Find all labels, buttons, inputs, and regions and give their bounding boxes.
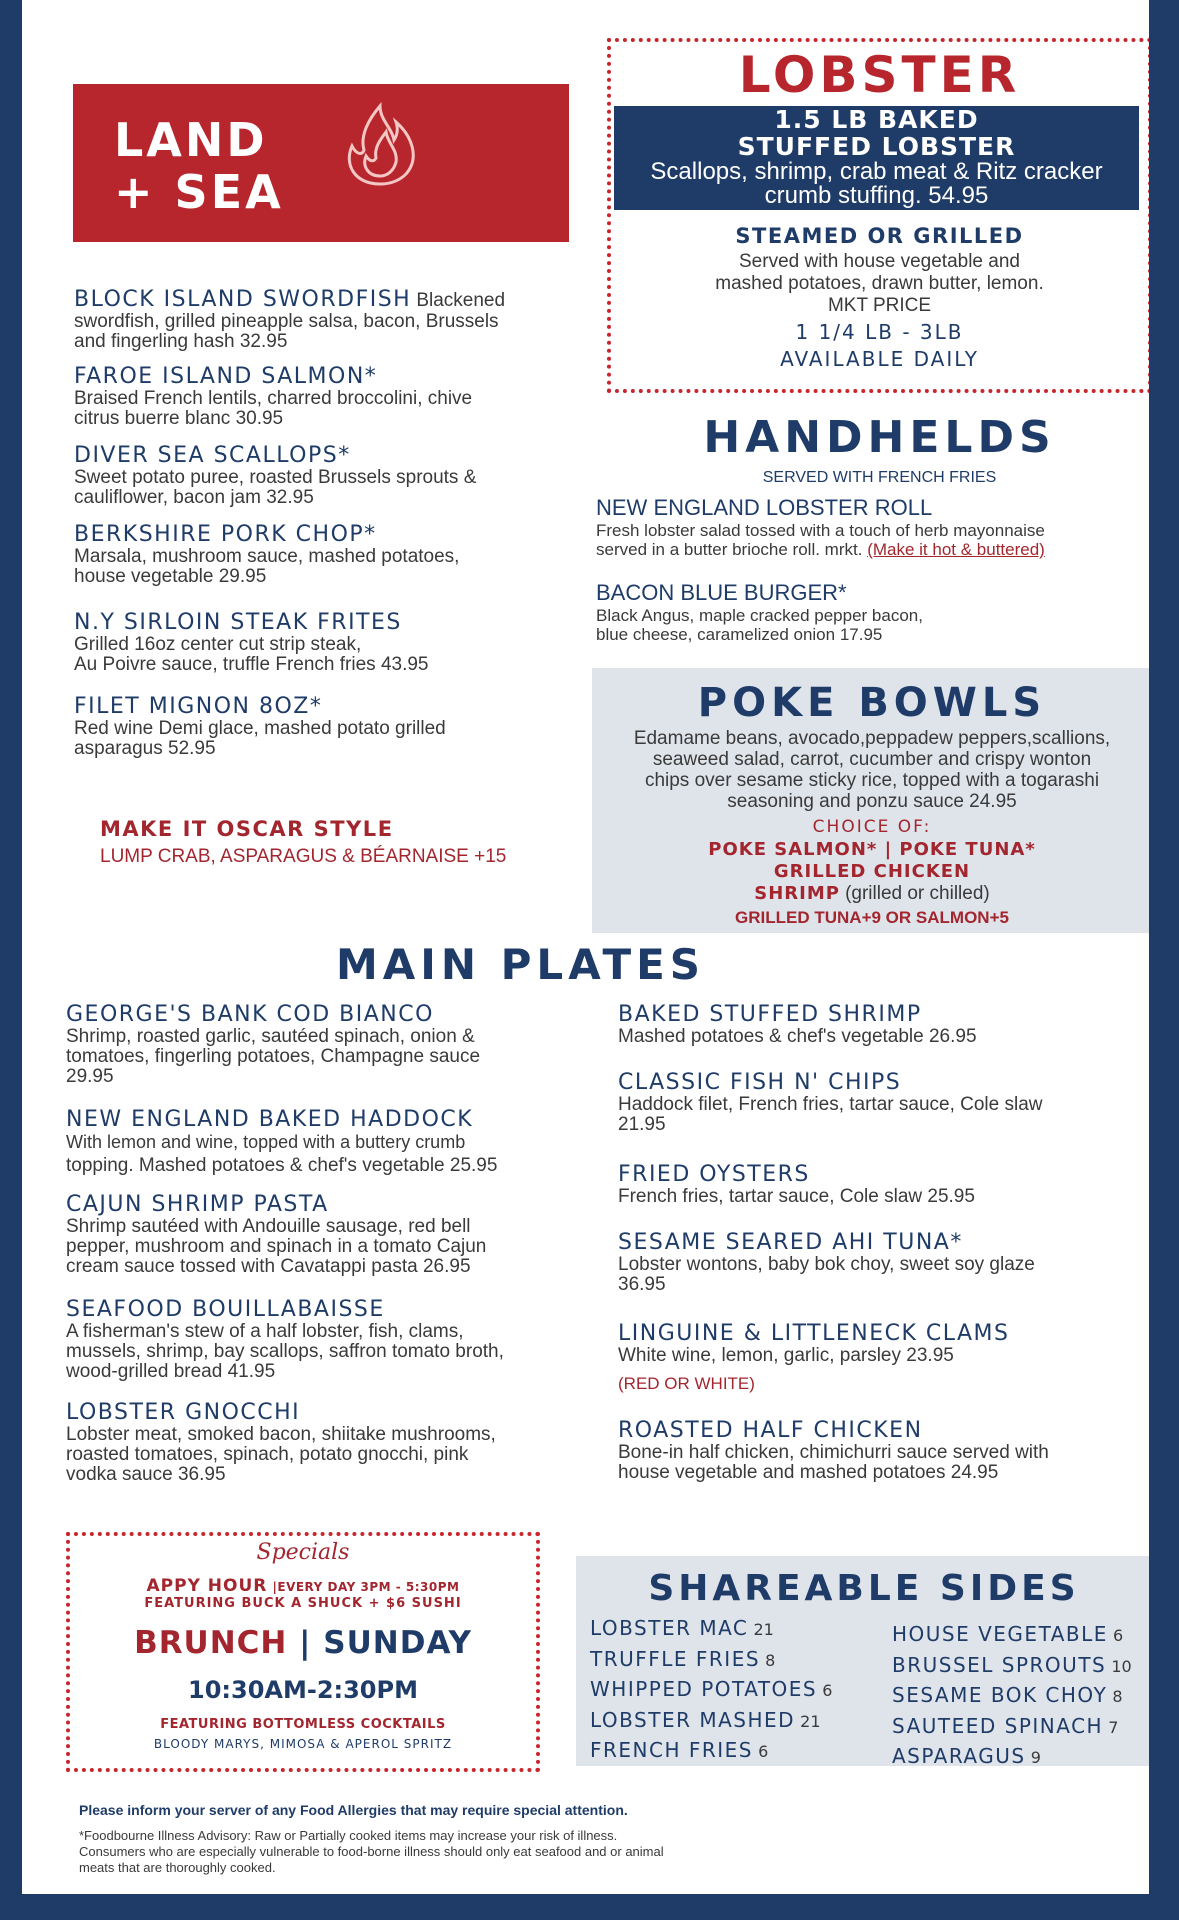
side-item <box>892 1651 1149 1682</box>
main-plate-item <box>618 1162 1148 1207</box>
main-plate-item <box>618 1002 1148 1047</box>
steamed-desc-line1: Served with house vegetable and <box>739 251 1020 272</box>
item-desc: citrus buerre blanc 30.95 <box>74 408 284 429</box>
item-title: LINGUINE & LITTLENECK CLAMS <box>618 1321 1010 1346</box>
item-note: (RED OR WHITE) <box>618 1374 755 1393</box>
item-desc: cream sauce tossed with Cavatappi pasta 26.95 <box>66 1256 471 1277</box>
main-plate-item <box>66 1107 596 1176</box>
poke-choice-4: GRILLED TUNA+9 OR SALMON+5 <box>735 908 1009 927</box>
side-price: 7 <box>1108 1717 1119 1737</box>
side-price: 21 <box>753 1620 774 1639</box>
poke-choice-3-note: (grilled or chilled) <box>845 883 990 904</box>
make-it-hot-link: (Make it hot & buttered) <box>867 540 1045 559</box>
land-sea-title-line2: + SEA <box>114 165 284 219</box>
specials-title: Specials <box>256 1540 350 1565</box>
item-desc: pepper, mushroom and spinach in a tomato Cajun <box>66 1236 487 1257</box>
land-sea-item <box>74 287 594 352</box>
item-desc: Haddock filet, French fries, tartar sauce, Cole slaw <box>618 1094 1043 1115</box>
item-title: BACON BLUE BURGER* <box>596 580 847 605</box>
sides-title: SHAREABLE SIDES <box>648 1568 1080 1609</box>
brunch-day: | SUNDAY <box>299 1625 472 1661</box>
item-desc: 21.95 <box>618 1114 666 1135</box>
item-desc: French fries, tartar sauce, Cole slaw 25.95 <box>618 1186 975 1207</box>
item-title: NEW ENGLAND BAKED HADDOCK <box>66 1107 474 1132</box>
handheld-item <box>596 580 1149 644</box>
item-desc: Sweet potato puree, roasted Brussels sprouts & <box>74 467 477 488</box>
main-plate-item <box>66 1297 596 1382</box>
item-desc: Braised French lentils, charred broccolini, chive <box>74 388 473 409</box>
main-plate-item <box>618 1070 1148 1135</box>
item-desc: Shrimp sautéed with Andouille sausage, red bell <box>66 1216 471 1237</box>
poke-desc <box>592 728 1149 812</box>
baked-lobster-desc2: crumb stuffing. 54.95 <box>764 182 989 209</box>
item-desc: Fresh lobster salad tossed with a touch of herb mayonnaise <box>596 521 1045 540</box>
item-inline-desc: Blackened <box>416 290 506 311</box>
item-desc: vodka sauce 36.95 <box>66 1464 226 1485</box>
brunch-cocktails: FEATURING BOTTOMLESS COCKTAILS <box>160 1717 446 1732</box>
item-desc: Bone-in half chicken, chimichurri sauce served with <box>618 1442 1049 1463</box>
side-name: ASPARAGUS <box>892 1744 1026 1768</box>
appy-hour-line <box>66 1576 540 1596</box>
land-sea-item <box>74 364 594 429</box>
item-title: DIVER SEA SCALLOPS* <box>74 443 351 468</box>
side-name: HOUSE VEGETABLE <box>892 1622 1108 1646</box>
lobster-title: LOBSTER <box>738 46 1021 104</box>
side-name: SESAME BOK CHOY <box>892 1683 1108 1707</box>
item-title: FRIED OYSTERS <box>618 1162 810 1187</box>
item-desc: blue cheese, caramelized onion 17.95 <box>596 625 883 644</box>
item-title: ROASTED HALF CHICKEN <box>618 1418 923 1443</box>
item-title: LOBSTER GNOCCHI <box>66 1400 301 1425</box>
baked-lobster-desc1: Scallops, shrimp, crab meat & Ritz cracker <box>650 158 1103 185</box>
main-plate-item <box>618 1418 1148 1483</box>
item-desc: mussels, shrimp, bay scallops, saffron tomato broth, <box>66 1341 504 1362</box>
appy-hour-label: APPY HOUR <box>146 1576 268 1596</box>
item-title: BAKED STUFFED SHRIMP <box>618 1002 922 1027</box>
item-desc: cauliflower, bacon jam 32.95 <box>74 487 314 508</box>
main-plate-item <box>618 1230 1148 1295</box>
item-desc: Red wine Demi glace, mashed potato grilled <box>74 718 446 739</box>
poke-choice-3 <box>592 883 1149 905</box>
steamed-price: MKT PRICE <box>827 295 932 316</box>
side-price: 6 <box>1113 1626 1124 1645</box>
side-price: 8 <box>765 1650 776 1670</box>
lobster-sizes: 1 1/4 LB - 3LB <box>795 320 964 344</box>
brunch-label: BRUNCH <box>134 1625 288 1661</box>
menu-page <box>22 0 1149 1894</box>
side-name: FRENCH FRIES <box>590 1738 753 1762</box>
side-item <box>590 1645 870 1676</box>
item-title: NEW ENGLAND LOBSTER ROLL <box>596 495 933 520</box>
flame-icon <box>340 100 422 188</box>
poke-desc-line: Edamame beans, avocado,peppadew peppers,scallions, <box>633 728 1111 749</box>
item-desc: house vegetable 29.95 <box>74 566 267 587</box>
item-desc: Au Poivre sauce, truffle French fries 43.95 <box>74 654 429 675</box>
poke-desc-line: seaweed salad, carrot, cucumber and crispy wonton <box>652 749 1092 770</box>
item-desc <box>596 540 1149 559</box>
side-price: 10 <box>1111 1656 1132 1676</box>
steamed-title: STEAMED OR GRILLED <box>735 224 1024 248</box>
side-item <box>892 1681 1149 1712</box>
baked-lobster-line1: 1.5 LB BAKED <box>774 105 979 134</box>
oscar-desc: LUMP CRAB, ASPARAGUS & BÉARNAISE +15 <box>100 846 507 867</box>
item-desc: 29.95 <box>66 1066 114 1087</box>
item-title: FAROE ISLAND SALMON* <box>74 364 378 389</box>
side-name: LOBSTER MASHED <box>590 1707 796 1732</box>
item-desc: wood-grilled bread 41.95 <box>66 1361 276 1382</box>
side-item <box>590 1706 870 1737</box>
side-item <box>892 1742 1149 1773</box>
appy-hour-time: |EVERY DAY 3PM - 5:30PM <box>272 1580 460 1594</box>
item-desc: A fisherman's stew of a half lobster, fish, clams, <box>66 1321 464 1342</box>
item-title: SEAFOOD BOUILLABAISSE <box>66 1297 385 1322</box>
item-title: BERKSHIRE PORK CHOP* <box>74 522 377 547</box>
side-name: SAUTEED SPINACH <box>892 1713 1104 1738</box>
item-title: SESAME SEARED AHI TUNA* <box>618 1230 963 1255</box>
handhelds-subtitle: SERVED WITH FRENCH FRIES <box>762 469 997 486</box>
side-price: 6 <box>758 1742 769 1761</box>
item-desc: tomatoes, fingerling potatoes, Champagne sauce <box>66 1046 481 1067</box>
side-item <box>590 1614 870 1645</box>
item-title: CLASSIC FISH N' CHIPS <box>618 1070 902 1095</box>
item-desc: White wine, lemon, garlic, parsley 23.95 <box>618 1345 954 1366</box>
land-sea-item <box>74 610 594 675</box>
item-desc: roasted tomatoes, spinach, potato gnocchi, pink <box>66 1444 469 1465</box>
poke-choice-1: POKE SALMON* | POKE TUNA* <box>708 839 1036 860</box>
item-desc: Grilled 16oz center cut strip steak, <box>74 634 362 655</box>
brunch-time: 10:30AM-2:30PM <box>188 1676 418 1704</box>
poke-title: POKE BOWLS <box>697 680 1047 726</box>
item-desc: Lobster wontons, baby bok choy, sweet soy glaze <box>618 1254 1035 1275</box>
item-desc: Mashed potatoes & chef's vegetable 26.95 <box>618 1026 977 1047</box>
side-name: WHIPPED POTATOES <box>590 1677 818 1701</box>
item-desc: Black Angus, maple cracked pepper bacon, <box>596 606 923 625</box>
main-plate-item <box>66 1002 596 1087</box>
handheld-item <box>596 495 1149 559</box>
brunch-line <box>66 1625 540 1661</box>
main-plates-title: MAIN PLATES <box>335 940 706 989</box>
item-title: CAJUN SHRIMP PASTA <box>66 1192 329 1217</box>
item-title: FILET MIGNON 8OZ* <box>74 694 323 719</box>
side-name: TRUFFLE FRIES <box>590 1646 761 1671</box>
poke-choice-3-name: SHRIMP <box>754 883 840 904</box>
item-desc: asparagus 52.95 <box>74 738 216 759</box>
appy-featuring: FEATURING BUCK A SHUCK + $6 SUSHI <box>144 1596 462 1611</box>
baked-lobster-panel <box>614 106 1139 210</box>
side-price: 6 <box>822 1681 833 1700</box>
land-sea-item <box>74 522 594 587</box>
side-price: 9 <box>1030 1748 1041 1767</box>
sides-list-left <box>590 1614 870 1767</box>
side-item <box>892 1712 1149 1743</box>
main-plate-item <box>618 1321 1148 1394</box>
illness-advisory: *Foodbourne Illness Advisory: Raw or Partially cooked items may increase your risk of illness. Consumers who are especially vulnerable to food-borne illness should only eat seafood and or animal meats that are thoroughly cooked. <box>79 1828 664 1875</box>
item-desc: topping. Mashed potatoes & chef's vegetable 25.95 <box>66 1155 498 1176</box>
main-plate-item <box>66 1400 596 1485</box>
item-desc: 36.95 <box>618 1274 666 1295</box>
steamed-desc <box>607 251 1149 317</box>
side-name: LOBSTER MAC <box>590 1616 749 1640</box>
side-price: 21 <box>800 1711 821 1731</box>
sides-list-right <box>892 1620 1149 1773</box>
side-item <box>590 1675 870 1706</box>
item-desc: house vegetable and mashed potatoes 24.95 <box>618 1462 999 1483</box>
steamed-desc-line2: mashed potatoes, drawn butter, lemon. <box>715 273 1044 294</box>
item-title: GEORGE'S BANK COD BIANCO <box>66 1002 434 1027</box>
baked-lobster-line2: STUFFED LOBSTER <box>737 132 1016 161</box>
side-item <box>892 1620 1149 1651</box>
allergy-notice: Please inform your server of any Food Allergies that may require special attention. <box>79 1802 628 1818</box>
land-sea-title <box>114 114 284 218</box>
side-name: BRUSSEL SPROUTS <box>892 1652 1107 1677</box>
poke-choice-label: CHOICE OF: <box>812 817 932 837</box>
item-desc: With lemon and wine, topped with a buttery crumb <box>66 1132 466 1152</box>
item-desc: Marsala, mushroom sauce, mashed potatoes, <box>74 546 460 567</box>
item-desc: swordfish, grilled pineapple salsa, bacon, Brussels <box>74 311 499 332</box>
land-sea-item <box>74 443 594 508</box>
item-desc-text: served in a butter brioche roll. mrkt. <box>596 540 863 559</box>
main-plate-item <box>66 1192 596 1277</box>
land-sea-item <box>74 694 594 759</box>
item-desc: Lobster meat, smoked bacon, shiitake mushrooms, <box>66 1424 496 1445</box>
side-price: 8 <box>1112 1687 1123 1706</box>
brunch-drinks: BLOODY MARYS, MIMOSA & APEROL SPRITZ <box>153 1737 453 1751</box>
land-sea-title-line1: LAND <box>114 113 268 167</box>
poke-desc-line: chips over sesame sticky rice, topped with a togarashi <box>644 770 1100 791</box>
side-item <box>590 1736 870 1767</box>
poke-desc-line: seasoning and ponzu sauce 24.95 <box>727 791 1017 812</box>
oscar-title: MAKE IT OSCAR STYLE <box>100 817 394 841</box>
item-desc: and fingerling hash 32.95 <box>74 331 288 352</box>
item-title: N.Y SIRLOIN STEAK FRITES <box>74 610 402 635</box>
lobster-available: AVAILABLE DAILY <box>780 347 979 371</box>
poke-choice-2: GRILLED CHICKEN <box>773 861 971 882</box>
item-desc: Shrimp, roasted garlic, sautéed spinach, onion & <box>66 1026 475 1047</box>
item-title: BLOCK ISLAND SWORDFISH <box>74 287 412 312</box>
handhelds-title: HANDHELDS <box>703 412 1056 463</box>
